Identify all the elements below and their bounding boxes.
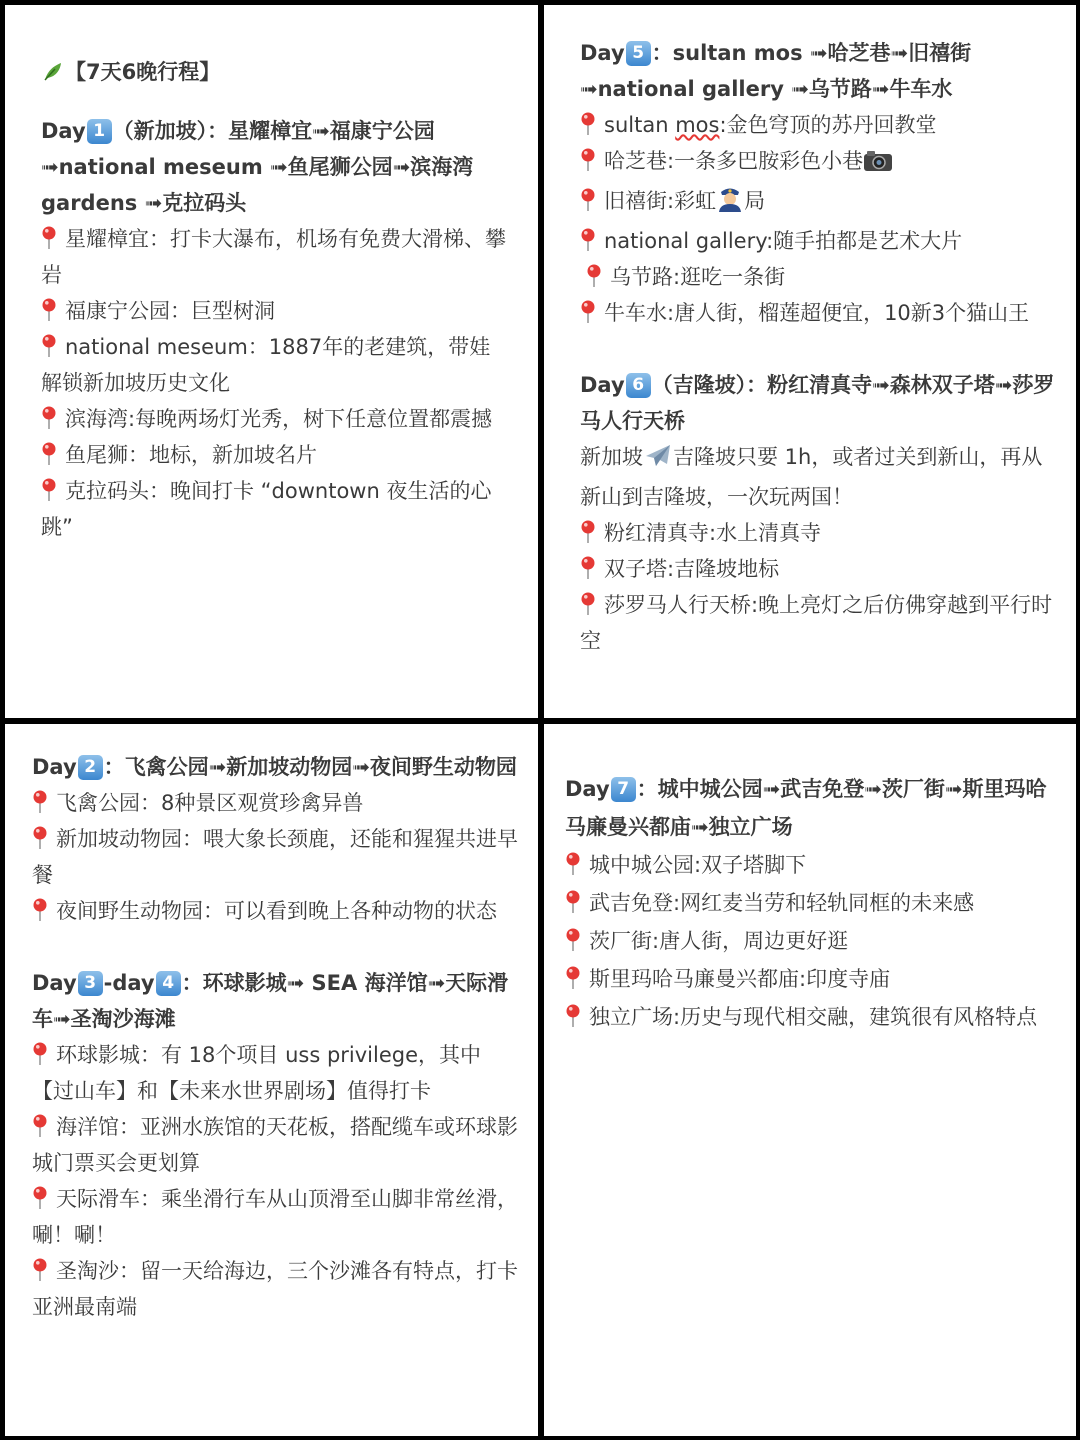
- day7-heading: Day 7 ：城中城公园➟武吉免登➟茨厂街➟斯里玛哈马廉曼兴都庙➟独立广场: [565, 777, 1047, 839]
- list-item: 牛车水:唐人街，榴莲超便宜，10新3个猫山王: [580, 295, 1056, 331]
- pin-icon: [586, 263, 602, 287]
- list-item: 斯里玛哈马廉曼兴都庙:印度寺庙: [565, 960, 1062, 998]
- list-item: 克拉码头：晚间打卡 “downtown 夜生活的心跳”: [41, 479, 492, 539]
- pin-icon: [580, 227, 596, 251]
- list-item: 哈芝巷:一条多巴胺彩色小巷: [580, 143, 1056, 183]
- list-item: 乌节路:逛吃一条街: [580, 259, 1056, 295]
- pin-icon: [565, 926, 581, 950]
- list-item: national gallery:随手拍都是艺术大片: [580, 223, 1056, 259]
- pin-icon: [565, 1002, 581, 1026]
- pin-icon: [41, 297, 57, 321]
- pin-icon: [32, 1041, 48, 1065]
- camera-icon: [863, 147, 893, 183]
- keycap-3: 3: [78, 971, 103, 996]
- list-item: national meseum：1887年的老建筑，带娃解锁新加坡历史文化: [41, 335, 491, 395]
- pin-icon: [565, 964, 581, 988]
- list-item: 旧禧街:彩虹 局: [580, 183, 1056, 223]
- day3-4-section: [32, 965, 518, 1325]
- pin-icon: [41, 225, 57, 249]
- list-item: 环球影城：有 18个项目 uss privilege，其中【过山车】和【未来水世界剧场】值得打卡: [32, 1043, 482, 1103]
- list-item: 新加坡动物园：喂大象长颈鹿，还能和猩猩共进早餐: [32, 827, 518, 887]
- keycap-1: 1: [87, 119, 112, 144]
- pin-icon: [580, 591, 596, 615]
- keycap-4: 4: [156, 971, 181, 996]
- list-item: 独立广场:历史与现代相交融，建筑很有风格特点: [565, 998, 1062, 1036]
- list-item: 武吉免登:网红麦当劳和轻轨同框的未来感: [565, 884, 1062, 922]
- list-item: 星耀樟宜：打卡大瀑布，机场有免费大滑梯、攀岩: [41, 227, 506, 287]
- list-item: 双子塔:吉隆坡地标: [580, 551, 1056, 587]
- day1-heading: Day 1 （新加坡）：星耀樟宜➟福康宁公园➟national meseum ➟鱼尾狮公园➟滨海湾 gardens ➟克拉码头: [41, 119, 474, 215]
- keycap-6: 6: [626, 373, 651, 398]
- list-item: 茨厂街:唐人街，周边更好逛: [565, 922, 1062, 960]
- keycap-5: 5: [626, 41, 651, 66]
- panel-day1: [5, 5, 538, 718]
- list-item: sultan mos:金色穹顶的苏丹回教堂: [580, 107, 1056, 143]
- list-item: 海洋馆：亚洲水族馆的天花板，搭配缆车或环球影城门票买会更划算: [32, 1115, 518, 1175]
- pin-icon: [580, 187, 596, 211]
- list-item: 夜间野生动物园：可以看到晚上各种动物的状态: [32, 893, 518, 929]
- keycap-7: 7: [611, 777, 636, 802]
- panel-day7: [544, 724, 1076, 1436]
- police-officer-icon: [716, 184, 744, 223]
- itinerary-title: 【7天6晚行程】: [41, 55, 508, 93]
- list-item: 飞禽公园：8种景区观赏珍禽异兽: [32, 785, 518, 821]
- pin-icon: [565, 888, 581, 912]
- herb-icon: [41, 59, 65, 93]
- pin-icon: [32, 1185, 48, 1209]
- list-item: 天际滑车：乘坐滑行车从山顶滑至山脚非常丝滑，唰！唰！: [32, 1187, 518, 1247]
- pin-icon: [580, 147, 596, 171]
- panel-day2-day4: [5, 724, 538, 1436]
- day7-section: [565, 770, 1062, 1036]
- day1-section: [41, 113, 508, 545]
- airplane-icon: [643, 442, 673, 479]
- pin-icon: [41, 441, 57, 465]
- list-item: 城中城公园:双子塔脚下: [565, 846, 1062, 884]
- day5-heading: Day 5 ：sultan mos ➟哈芝巷➟旧禧街➟national gallery ➟乌节路➟牛车水: [580, 41, 972, 101]
- list-item: 滨海湾:每晚两场灯光秀，树下任意位置都震撼: [41, 401, 508, 437]
- pin-icon: [32, 1113, 48, 1137]
- day6-heading: Day 6 （吉隆坡）：粉红清真寺➟森林双子塔➟莎罗马人行天桥: [580, 373, 1055, 433]
- list-item: 鱼尾狮：地标，新加坡名片: [41, 437, 508, 473]
- day6-intro: 新加坡 吉隆坡只要 1h，或者过关到新山，再从新山到吉隆坡，一次玩两国！: [580, 439, 1056, 515]
- pin-icon: [580, 519, 596, 543]
- panel-day5-day6: [544, 5, 1076, 718]
- day3-4-heading: Day 3 -day 4 ：环球影城➟ SEA 海洋馆➟天际滑车➟圣淘沙海滩: [32, 971, 509, 1031]
- pin-icon: [32, 825, 48, 849]
- pin-icon: [565, 850, 581, 874]
- keycap-2: 2: [78, 755, 103, 780]
- list-item: 福康宁公园：巨型树洞: [41, 293, 508, 329]
- pin-icon: [41, 405, 57, 429]
- pin-icon: [580, 111, 596, 135]
- day5-section: [580, 35, 1056, 331]
- day6-section: [580, 367, 1056, 659]
- pin-icon: [580, 555, 596, 579]
- pin-icon: [32, 1257, 48, 1281]
- pin-icon: [41, 477, 57, 501]
- pin-icon: [580, 299, 596, 323]
- list-item: 粉红清真寺:水上清真寺: [580, 515, 1056, 551]
- list-item: 莎罗马人行天桥:晚上亮灯之后仿佛穿越到平行时空: [580, 593, 1053, 653]
- pin-icon: [32, 789, 48, 813]
- day2-heading: Day 2 ：飞禽公园➟新加坡动物园➟夜间野生动物园: [32, 755, 517, 779]
- pin-icon: [32, 897, 48, 921]
- day2-section: [32, 749, 518, 929]
- list-item: 圣淘沙：留一天给海边，三个沙滩各有特点，打卡亚洲最南端: [32, 1259, 518, 1319]
- pin-icon: [41, 333, 57, 357]
